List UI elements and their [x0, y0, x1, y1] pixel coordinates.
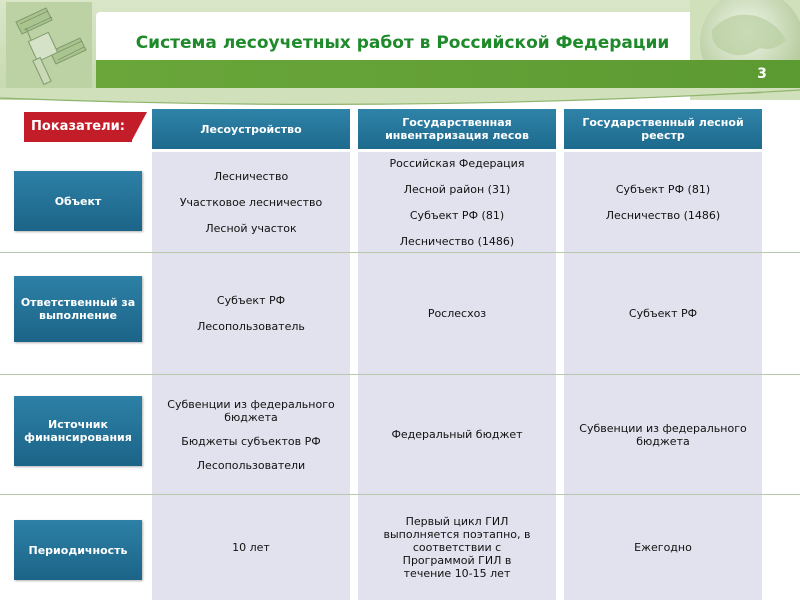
cell-funding-forest-inventory: [152, 375, 350, 494]
column-header-forest-inventory: Лесоустройство: [152, 109, 350, 149]
satellite-image: [6, 2, 92, 94]
cell-line: Субвенции из федерального бюджета: [167, 397, 335, 424]
cell-periodicity-state-inventory: [358, 495, 556, 600]
cell-line: Ежегодно: [634, 541, 692, 554]
cell-line: Субъект РФ: [216, 294, 286, 307]
cell-line: Лесопользователи: [196, 458, 306, 472]
cell-line: Субъект РФ: [628, 307, 698, 320]
cell-periodicity-state-register: [564, 495, 762, 600]
cell-line: Лесничество (1486): [605, 208, 721, 222]
cell-funding-state-inventory: [358, 375, 556, 494]
cell-object-state-inventory: [358, 152, 556, 252]
column-header-state-forest-inventory: Государственная инвентаризация лесов: [358, 109, 556, 149]
cell-object-state-register: [564, 152, 762, 252]
column-header-state-forest-register: Государственный лесной реестр: [564, 109, 762, 149]
page-title: Система лесоучетных работ в Российской Федерации: [135, 33, 670, 53]
cell-line: 10 лет: [232, 541, 270, 554]
cell-periodicity-forest-inventory: [152, 495, 350, 600]
cell-line: Бюджеты субъектов РФ: [181, 434, 321, 448]
cell-funding-state-register: [564, 375, 762, 494]
cell-line: Рослесхоз: [427, 307, 487, 320]
row-label-object: Объект: [14, 171, 142, 231]
cell-line: Российская Федерация: [389, 156, 525, 170]
cell-line: Субъект РФ (81): [615, 182, 711, 196]
cell-responsible-state-register: [564, 253, 762, 374]
cell-responsible-forest-inventory: [152, 253, 350, 374]
row-label-funding: Источник финансирования: [14, 396, 142, 466]
cell-line: Лесопользователь: [197, 320, 305, 333]
cell-line: Первый цикл ГИЛ выполняется поэтапно, в соответствии с Программой ГИЛ в течение 10-15 лет: [383, 515, 531, 580]
cell-line: Лесной участок: [205, 221, 297, 235]
cell-line: Субвенции из федерального бюджета: [579, 421, 747, 448]
cell-responsible-state-inventory: [358, 253, 556, 374]
indicators-arrow-shape: [131, 112, 147, 142]
cell-line: Лесничество: [213, 169, 289, 183]
row-label-responsible: Ответственный за выполнение: [14, 276, 142, 342]
cell-line: Лесничество (1486): [399, 234, 515, 248]
cell-line: Участковое лесничество: [179, 195, 323, 209]
cell-line: Субъект РФ (81): [409, 208, 505, 222]
header-accent-bar: [96, 60, 800, 90]
cell-line: Федеральный бюджет: [391, 428, 523, 441]
page-number: 3: [757, 66, 767, 82]
cell-object-forest-inventory: [152, 152, 350, 252]
cell-line: Лесной район (31): [403, 182, 511, 196]
indicators-label: Показатели:: [24, 112, 132, 142]
row-label-periodicity: Периодичность: [14, 520, 142, 580]
